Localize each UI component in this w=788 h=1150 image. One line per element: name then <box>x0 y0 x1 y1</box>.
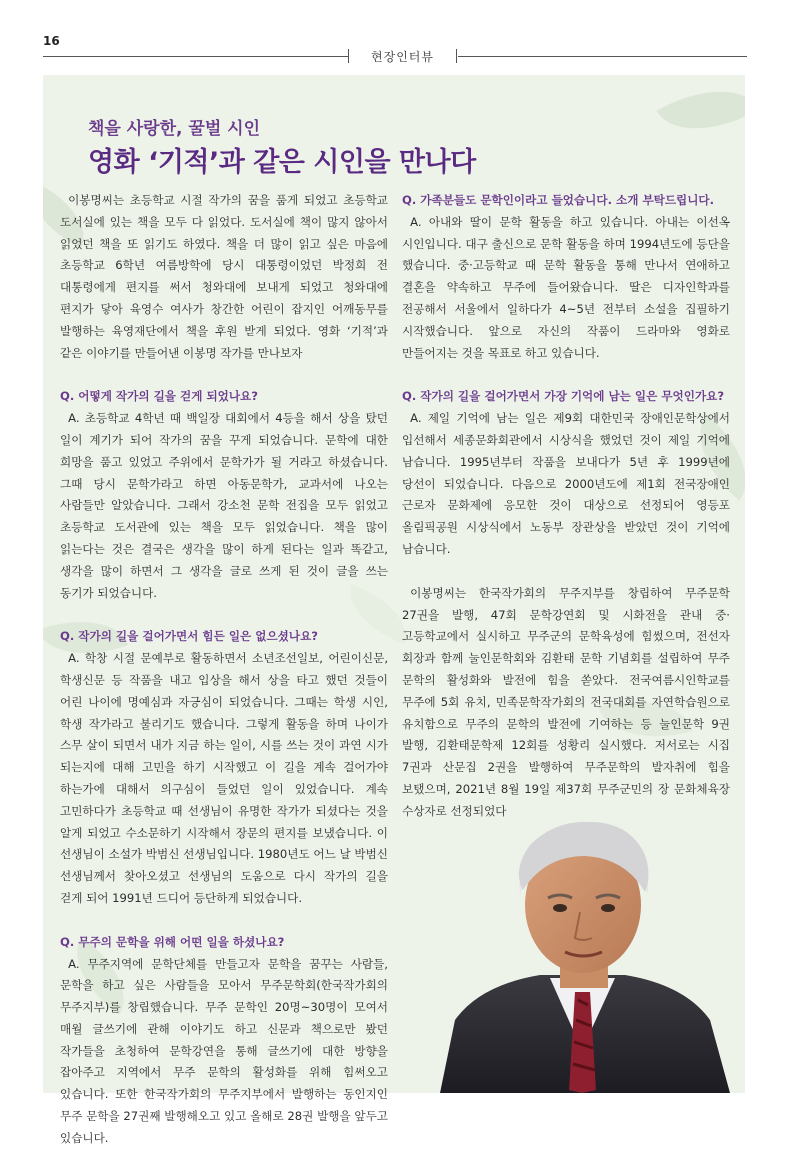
answer-paragraph: A. 무주지역에 문학단체를 만들고자 문학을 꿈꾸는 사람들, 문학을 하고 싶은 사람들을 모아서 무주문학회(한국작가회의 무주지부)를 창립했습니다. 무주 문학인 20명~30명이 모여서 매월 글쓰기에 관해 이야기도 하고 신문과 책으로만 봤던 작가들을 초청하여 문학강연을 통해 글쓰기에 대한 방향을 잡아주고 지역에서 무주 문학의 활성화를 위해 힘써오고 있습니다. 또한 한국작가회의 무주지부에서 발행하는 동인지인 무주 문학을 27권째 발행해오고 있고 올해로 28권 발행을 앞두고 있습니다. <box>60 956 388 1145</box>
question-heading: Q. 작가의 길을 걸어가면서 힘든 일은 없으셨나요? <box>60 629 318 644</box>
leaf-decoration <box>657 75 745 154</box>
left-column <box>60 190 388 1150</box>
section-label: 현장인터뷰 <box>371 50 434 64</box>
article-subtitle: 책을 사랑한, 꿀벌 시인 <box>88 119 261 139</box>
header-rule-tick-right <box>456 49 457 63</box>
answer-paragraph: A. 학창 시절 문예부로 활동하면서 소년조선일보, 어린이신문, 학생신문 등 작품을 내고 입상을 해서 상을 타고 했던 것들이 어린 나이에 명예심과 자긍심이 되었습니다. 그때는 학생 시인, 학생 작가라고 불리기도 했습니다. 그렇게 활동을 하며 나이가 스무 살이 되면서 내가 지금 하는 일이, 시를 쓰는 것이 과연 시가 되는지에 대해 고민을 하기 시작했고 이 길을 계속 걸어가야 하는가에 대해서 의구심이 들었던 일이 있었습니다. 계속 고민하다가 초등학교 때 선생님이 유명한 작가가 되셨다는 것을 알게 되었고 수소문하기 시작해서 장문의 편지를 보냈습니다. 이 선생님이 소설가 박범신 선생님입니다. 1980년도 어느 날 박범신 선생님께서 찾아오셨고 선생님의 도움으로 다시 작가의 길을 걷게 되어 1991년 드디어 등단하게 되었습니다. <box>60 651 388 905</box>
question-heading: Q. 작가의 길을 걸어가면서 가장 기억에 남는 일은 무엇인가요? <box>402 389 725 404</box>
header-rule-tick-left <box>348 49 349 63</box>
answer-paragraph: A. 초등학교 4학년 때 백일장 대회에서 4등을 해서 상을 탔던 일이 계기가 되어 작가의 꿈을 꾸게 되었습니다. 문학에 대한 희망을 품고 있었고 주위에서 문학가가 될 거라고 하셨습니다. 그때 당시 문학가라고 하면 아동문학가, 교과서에 나오는 사람들만 알았습니다. 그래서 강소천 문학 전집을 모두 읽었고 초등학교 도서관에 있는 책을 모두 읽었습니다. 책을 많이 읽는다는 것은 결국은 생각을 많이 하게 된다는 일과 똑같고, 생각을 많이 하면서 그 생각을 글로 쓰게 된 것이 글을 쓰는 동기가 되었습니다. <box>60 411 388 600</box>
question-heading: Q. 가족분들도 문학인이라고 들었습니다. 소개 부탁드립니다. <box>402 193 715 207</box>
right-column <box>402 190 730 823</box>
article-title: 영화 ‘기적’과 같은 시인을 만나다 <box>88 147 476 178</box>
closing-paragraph: 이봉명씨는 한국작가회의 무주지부를 창립하여 무주문학 27권을 발행, 47회 문학강연회 및 시화전을 관내 중·고등학교에서 실시하고 무주군의 문학육성에 힘썼으며, 전선자 회장과 함께 눌인문학회와 김환태 문학 기념회를 설립하여 무주 문학의 활성화와 발전에 힘을 쏟았다. 전국여름시인학교를 무주에 5회 유치, 민족문학작가회의 전국대회를 자연학습원으로 유치함으로 무주의 문학의 발전에 기여하는 등 눌인문학 9권 발행, 김환태문학제 12회를 성황리 실시했다. 저서로는 시집 7권과 산문집 2권을 발행하여 무주문학의 발자취에 힘을 보탰으며, 2021년 8월 19일 제37회 무주군민의 장 문화체육장 수상자로 선정되었다 <box>402 585 730 818</box>
answer-paragraph: A. 아내와 딸이 문학 활동을 하고 있습니다. 아내는 이선옥 시인입니다. 대구 출신으로 문학 활동을 하며 1994년도에 등단을 했습니다. 중·고등학교 때 문학 활동을 통해 만나서 연애하고 결혼을 약속하고 무주에 들어왔습니다. 딸은 디자인학과를 전공해서 서울에서 일하다가 4~5년 전부터 소설을 집필하기 시작했습니다. 앞으로 자신의 작품이 드라마와 영화로 만들어지는 것을 목표로 하고 있습니다. <box>402 214 730 360</box>
page-number: 16 <box>43 34 60 48</box>
header-rule-right <box>458 56 747 57</box>
question-heading: Q. 무주의 문학을 위해 어떤 일을 하셨나요? <box>60 934 285 949</box>
author-portrait <box>420 800 745 1093</box>
question-heading: Q. 어떻게 작가의 길을 걷게 되었나요? <box>60 389 258 404</box>
intro-paragraph: 이봉명씨는 초등학교 시절 작가의 꿈을 품게 되었고 초등학교 도서실에 있는 책을 모두 다 읽었다. 도서실에 책이 많지 않아서 읽었던 책을 또 읽기도 하였다. 책을 더 많이 읽고 싶은 마음에 초등학교 6학년 여름방학에 당시 대통령이었던 박정희 전 대통령에게 편지를 써서 청와대에 보내게 되었고 청와대에 편지가 닿아 육영수 여사가 창간한 어린이 잡지인 어깨동무를 발행하는 육영재단에서 책을 후원 받게 되었다. 영화 ‘기적’과 같은 이야기를 만들어낸 이봉명 작가를 만나보자 <box>60 193 388 360</box>
answer-paragraph: A. 제일 기억에 남는 일은 제9회 대한민국 장애인문학상에서 입선해서 세종문화회관에서 시상식을 했었던 것이 제일 기억에 남습니다. 1995년부터 작품을 보내다가 5년 후 1999년에 당선이 되었습니다. 다음으로 2000년도에 제1회 전국장애인 근로자 문화제에 응모한 것이 대상으로 선정되어 영등포 올림픽공원 시상식에서 노동부 장관상을 받았던 것이 기억에 남습니다. <box>402 411 730 556</box>
header-rule-left <box>43 56 348 57</box>
